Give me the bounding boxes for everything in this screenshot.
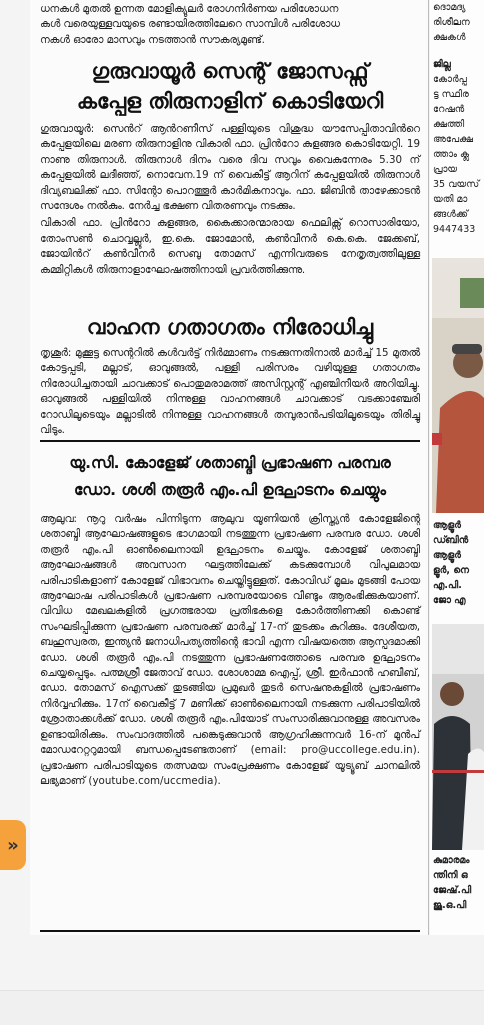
top-text <box>40 2 420 48</box>
right-snippet: ദൊമദ്യ <box>433 2 466 13</box>
right-snippet: യതി മാ <box>433 194 468 205</box>
article-2 <box>40 312 420 438</box>
caption-line: ജോ എ <box>433 595 466 606</box>
article-3 <box>40 450 420 789</box>
right-snippet: അപേക്ഷ <box>433 134 474 145</box>
right-snippet: 9447433 <box>433 224 476 235</box>
next-page-button[interactable] <box>0 820 26 870</box>
article-2-body: തൃശൂർ: മുക്കൂട്ട സെന്ററിൽ കൾവർട്ട് നിർമ്മാണം നടക്കുന്നതിനാൽ മാർച്ച് 15 മുതൽ കോട്ടപ്പടി, മല്ലാട്, ഓവുങ്ങൽ, പള്ളി പരിസരം വഴിയുള്ള ഗതാഗതം നിരോധിച്ചതായി ചാവക്കാട് പൊതുമരാമത്ത് അസിസ്റ്റന്റ് എഞ്ചിനീയർ അറിയിച്ചു. ഓവുങ്ങൽ പള്ളിയിൽ നിന്നുള്ള വാഹനങ്ങൾ ചാവക്കാട് വടക്കാഞ്ചേരി റോഡിലൂടെയും മല്ലാടിൽ നിന്നുള്ള വാഹനങ്ങൾ തമ്പുരാൻപടിയിലൂടെയും തിരിച്ചു വിടും. <box>40 347 420 437</box>
photo-2-caption <box>433 853 471 913</box>
double-chevron-right-icon: » <box>7 834 19 856</box>
caption-line: കുമാരമം <box>433 855 470 866</box>
caption-line: ആളൂർ <box>433 550 461 561</box>
section-divider <box>40 440 420 442</box>
right-snippet: ക്ഷകൾ <box>433 32 466 43</box>
caption-line: ജു.ഒ.പി <box>433 900 467 911</box>
top-text-line-1: ധനകൾ മുതൽ ഉന്നത മോളിക്യുലർ രോഗനിർണയ പരിശോധന <box>40 3 339 15</box>
news-photo-1 <box>432 258 484 513</box>
right-column <box>430 0 484 935</box>
top-text-line-2: കൾ വരെയുള്ളവയുടെ രണ്ടായിരത്തിലേറെ സാമ്പിൾ പരിശോധ <box>40 18 340 31</box>
article-2-headline: വാഹന ഗതാഗതം നിരോധിച്ചു <box>86 315 374 339</box>
article-1-body-2: വികാരി ഫാ. പ്രിൻറോ കുളങ്ങര, കൈക്കാരന്മാരായ ഫെലിക്സ് റൊസാരിയോ, തോംസൺ ചൊവ്വല്ലൂർ, ഇ.കെ. ജോമോൻ, കൺവീനർ കെ.കെ. ജേക്കബ്, ജോയിൻറ് കൺവീനർ സെബു തോമസ് എന്നിവരുടെ നേതൃത്വത്തിലുള്ള കമ്മിറ്റികൾ തിരുനാളാഘോഷത്തിനായി പ്രവർത്തിക്കുന്നു. <box>40 217 420 276</box>
bottom-bar <box>0 990 484 1025</box>
article-3-headline-line-1: യു.സി. കോളേജ് ശതാബ്ദി പ്രഭാഷണ പരമ്പര <box>69 454 391 472</box>
caption-line: ആളൂർ <box>433 520 461 531</box>
right-snippet: ങ്ങൾക്ക് <box>433 209 468 220</box>
right-snippet: റേഷൻ <box>433 104 465 115</box>
right-snippet: ജില്ല <box>433 59 451 70</box>
caption-line: ളൂർ, നെ <box>433 565 469 576</box>
right-snippet: രിശീലന <box>433 17 470 28</box>
article-1-headline-line-2: കപ്പേള തിരുനാളിന് കൊടിയേറി <box>76 89 384 113</box>
article-1 <box>40 56 420 278</box>
right-snippet: പ്രായ <box>433 164 458 175</box>
right-snippets-top <box>433 0 479 237</box>
bottom-rule <box>40 930 420 932</box>
caption-line: ജേഷ്.പി <box>433 885 472 896</box>
article-3-headline-line-2: ഡോ. ശശി തരൂർ എം.പി ഉദ്ഘാടനം ചെയ്യും <box>73 481 387 499</box>
caption-line: ന്തിനി ഒ <box>433 870 468 881</box>
news-photo-2 <box>432 624 484 850</box>
photo-1-caption <box>433 518 469 608</box>
article-1-headline-line-1: ഗുരുവായൂർ സെന്റ് ജോസഫ്സ് <box>91 59 369 83</box>
right-snippet: 35 വയസ് <box>433 179 480 190</box>
column-divider <box>428 0 429 935</box>
caption-line: ഡ്ബിൻ <box>433 535 469 546</box>
right-snippet: ക്ഷത്തി <box>433 119 465 130</box>
right-snippet: ത്താം ക്ല <box>433 149 470 160</box>
right-snippet: ട്ട സ്ഥിര <box>433 89 469 100</box>
main-column <box>30 0 428 935</box>
caption-line: എ.പി. <box>433 580 462 591</box>
article-1-body-1: ഗുരുവായൂർ: സെൻറ് ആൻറണീസ് പള്ളിയുടെ വിശുദ്ധ യൗസേപ്പിതാവിൻറെ കപ്പേളയിലെ മരണ തിരുനാളിനു വികാരി ഫാ. പ്രിൻറോ കുളങ്ങര കൊടിയേറ്റി. 19 നാണു തിരുനാൾ. തിരുനാൾ ദിനം വരെ ദിവ സവും വൈകുന്നേരം 5.30 ന് കപ്പേളയിൽ ലദീഞ്ഞ്, നൊവേന.19 ന് വൈകീട്ട് ആറിന് കപ്പേളയിൽ തിരുനാൾ ദിവ്യബലിക്ക് ഫാ. സിന്റോ പൊറത്തൂർ കാർമികനാവും. ഫാ. ജിബിൻ താഴേക്കാടൻ സന്ദേശം നൽകും. നേർച്ച ഭക്ഷണ വിതരണവും നടക്കും. <box>40 123 420 213</box>
article-3-body: ആലുവ: നൂറു വർഷം പിന്നിടുന്ന ആലുവ യൂണിയൻ ക്രിസ്ത്യൻ കോളേജിന്റെ ശതാബ്ദി ആഘോഷങ്ങളുടെ ഭാഗമായി നടത്തുന്ന പ്രഭാഷണ പരമ്പര ഡോ. ശശി തരൂർ എം.പി ഓൺലൈനായി ഉദ്ഘാടനം ചെയ്യും. കോളേജ് ശതാബ്ദി ആഘോഷങ്ങൾ അവസാന ഘട്ടത്തിലേക്ക് കടക്കുമ്പോൾ വിപുലമായ പരിപാടികളാണ് കോളേജ് വിഭാവനം ചെയ്തിട്ടുള്ളത്. കോവിഡ് മൂലം മുടങ്ങി പോയ ആഘോഷ പരിപാടികൾ പ്രഭാഷണ പരമ്പരയോടെ വീണ്ടും ആരംഭിക്കുകയാണ്. വിവിധ മേഖലകളിൽ പ്രഗത്ഭരായ പ്രതിഭകളെ കോർത്തിണക്കി കൊണ്ട് സംഘടിപ്പിക്കുന്ന പ്രഭാഷണ പരമ്പരക്ക് മാർച്ച് 17-ന് തുടക്കം കുറിക്കും. ദേശീയത, ബഹുസ്വരത, ഇന്ത്യൻ ജനാധിപത്യത്തിന്റെ ഭാവി എന്ന വിഷയത്തെ ആസ്പദമാക്കി ഡോ. ശശി തരൂർ എം.പി നടത്തുന്ന പ്രഭാഷണത്തോടെ പരമ്പര ഉദ്ഘാടനം ചെയ്യപ്പെടും. പത്മശ്രീ ജേതാവ് ഡോ. ശോശാമ്മ ഐപ്പ്, ശ്രീ. ഇർഫാൻ ഹബീബ്, ഡോ. തോമസ് ഐസക്ക് തുടങ്ങിയ പ്രമുഖർ തുടർ സെഷനുകളിൽ പ്രഭാഷണം നിർവ്വഹിക്കും. 17ന് വൈകീട്ട് 7 മണിക്ക് ഓൺലൈനായി നടക്കുന്ന പരിപാടിയിൽ ശ്രോതാക്കൾക്ക് ഡോ. ശശി തരൂർ എം.പിയോട് സംസാരിക്കുവാനുള്ള അവസരം ഉണ്ടായിരിക്കും. സംവാദത്തിൽ പങ്കെടുക്കുവാൻ ആഗ്രഹിക്കുന്നവർ 16-ന് മുൻപ് മോഡറേറ്ററുമായി ബന്ധപ്പെടേണ്ടതാണ് (email: pro@uccollege.edu.in). പ്രഭാഷണ പരിപാടിയുടെ തത്സമയ സംപ്രേക്ഷണം കോളേജ് യൂട്യൂബ് ചാനലിൽ ലഭ്യമാണ് (youtube.com/uccmedia). <box>40 513 420 787</box>
top-text-line-3: നകൾ ഓരോ മാസവും നടത്താൻ സൗകര്യമുണ്ട്. <box>40 33 265 46</box>
right-snippet: കോർപ്പ <box>433 74 467 85</box>
